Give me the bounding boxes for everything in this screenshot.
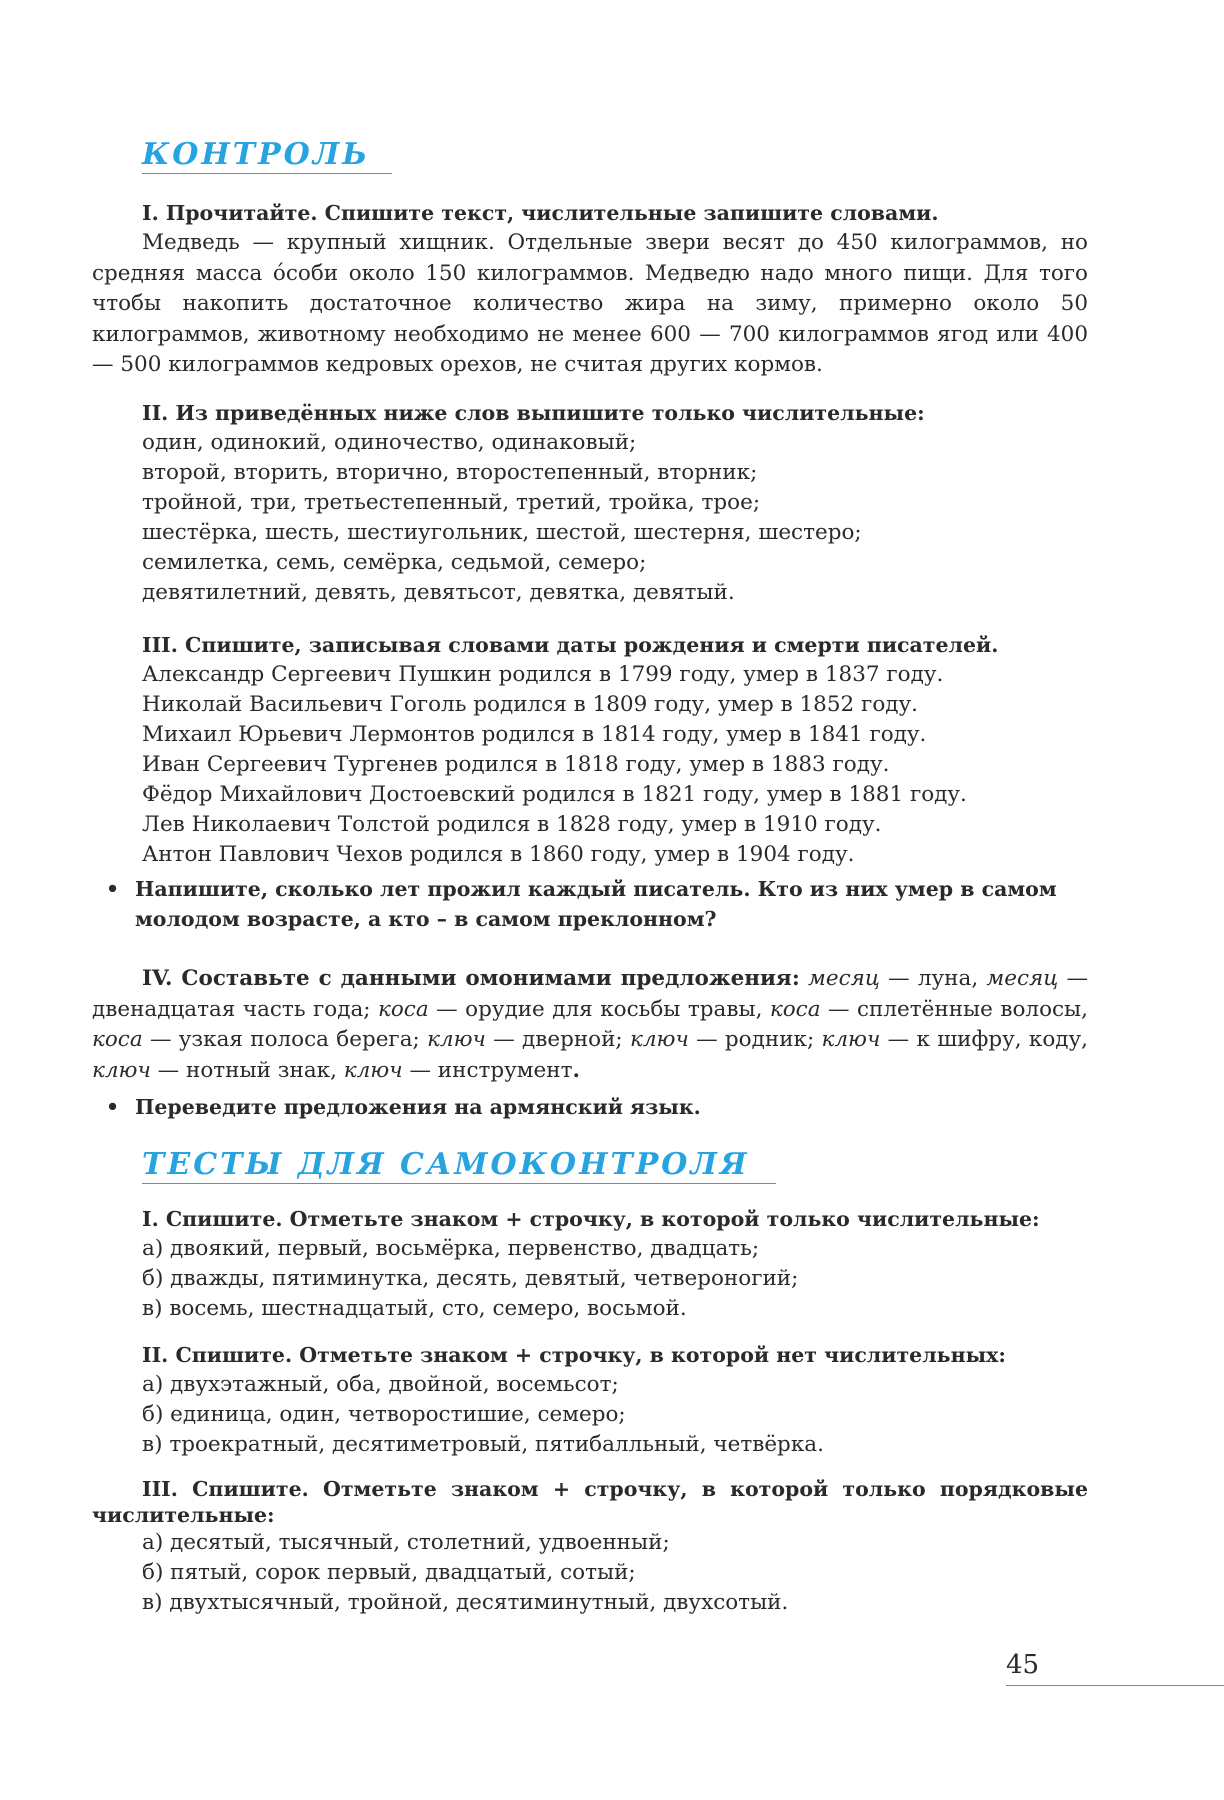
task-1-title: I. Прочитайте. Спишите текст, числительные запишите словами. xyxy=(142,201,939,225)
word-line: один, одинокий, одиночество, одинаковый; xyxy=(142,430,637,455)
homonym-word: ключ xyxy=(821,1027,881,1052)
task-4-bullet xyxy=(92,1092,1088,1122)
writer-line: Лев Николаевич Толстой родился в 1828 году, умер в 1910 году. xyxy=(142,812,882,837)
homonym-word: ключ xyxy=(92,1057,151,1083)
homonym-word: ключ xyxy=(629,1027,689,1052)
test-option: а) десятый, тысячный, столетний, удвоенный; xyxy=(142,1530,670,1555)
task-3 xyxy=(92,630,1088,934)
word-line: семилетка, семь, семёрка, седьмой, семеро; xyxy=(142,550,647,575)
task-2 xyxy=(92,398,1088,608)
test-option: в) троекратный, десятиметровый, пятибалльный, четвёрка. xyxy=(142,1432,824,1457)
task-3-bullet-text: Напишите, сколько лет прожил каждый писатель. Кто из них умер в самом молодом возрасте, а кто – в самом преклонном? xyxy=(135,877,1057,931)
homonym-meaning: — луна, xyxy=(879,966,987,991)
bullet-icon: • xyxy=(106,877,120,901)
task-4-text xyxy=(92,964,1088,1086)
test-2-title: II. Спишите. Отметьте знаком + строчку, в которой нет числительных: xyxy=(142,1343,1006,1367)
writer-line: Фёдор Михайлович Достоевский родился в 1821 году, умер в 1881 году. xyxy=(142,782,967,807)
task-3-bullet xyxy=(92,874,1088,934)
task-4-title: IV. Составьте с данными омонимами предложения: xyxy=(142,966,800,991)
page-number: 45 xyxy=(1006,1650,1040,1680)
homonym-word: месяц xyxy=(808,966,880,991)
homonym-meaning: — нотный знак, xyxy=(150,1057,344,1083)
word-line: девятилетний, девять, девятьсот, девятка, девятый. xyxy=(142,580,735,605)
homonym-meaning: — узкая полоса берега; xyxy=(142,1027,428,1052)
homonym-meaning: — дверной; xyxy=(485,1027,630,1052)
homonym-word: месяц xyxy=(986,966,1059,991)
task-2-title: II. Из приведённых ниже слов выпишите только числительные: xyxy=(142,401,925,425)
homonym-meaning: — двенадцатая часть года; xyxy=(92,966,1089,1022)
homonym-word: коса xyxy=(92,1027,143,1052)
word-line: тройной, три, третьестепенный, третий, тройка, трое; xyxy=(142,490,761,515)
writer-line: Антон Павлович Чехов родился в 1860 году, умер в 1904 году. xyxy=(142,842,855,867)
test-option: б) дважды, пятиминутка, десять, девятый, четвероногий; xyxy=(142,1266,799,1291)
test-option: б) единица, один, четвоpостишие, семеро; xyxy=(142,1402,626,1427)
test-1-title: I. Спишите. Отметьте знаком + строчку, в которой только числительные: xyxy=(142,1207,1040,1231)
homonym-meaning: — орудие для косьбы травы, xyxy=(428,996,770,1022)
test-option: а) двухэтажный, оба, двойной, восемьсот; xyxy=(142,1372,619,1397)
writer-line: Иван Сергеевич Тургенев родился в 1818 году, умер в 1883 году. xyxy=(142,752,890,777)
task-4-bullet-text: Переведите предложения на армянский язык. xyxy=(135,1095,701,1119)
homonym-word: коса xyxy=(769,996,821,1022)
homonym-word: ключ xyxy=(427,1027,486,1052)
word-line: шестёрка, шесть, шестиугольник, шестой, шестерня, шестеро; xyxy=(142,520,862,545)
homonym-meaning: — сплетённые волосы, xyxy=(820,996,1088,1022)
task-4 xyxy=(92,964,1088,1122)
homonym-word: ключ xyxy=(343,1057,403,1083)
writer-line: Александр Сергеевич Пушкин родился в 1799 году, умер в 1837 году. xyxy=(142,662,944,687)
test-2 xyxy=(92,1340,1088,1460)
test-option: в) восемь, шестнадцатый, сто, семеро, восьмой. xyxy=(142,1296,687,1321)
test-option: б) пятый, сорок первый, двадцатый, сотый; xyxy=(142,1560,636,1585)
homonym-meaning: — инструмент xyxy=(402,1057,573,1083)
test-option: в) двухтысячный, тройной, десятиминутный, двухсотый. xyxy=(142,1590,789,1615)
writer-line: Николай Васильевич Гоголь родился в 1809 году, умер в 1852 году. xyxy=(142,692,918,717)
word-line: второй, вторить, вторично, второстепенный, вторник; xyxy=(142,460,758,485)
task-1-text: Медведь — крупный хищник. Отдельные звери весят до 450 килограммов, но средняя масса о́соби около 150 килограммов. Медведю надо много пищи. Для того чтобы накопить достаточное количество жира на зиму, примерно около 50 килограммов, животному необходимо не менее 600 — 700 килограммов ягод или 400 — 500 килограммов кедровых орехов, не считая других кормов. xyxy=(92,230,1088,377)
test-3-title: III. Спишите. Отметьте знаком + строчку, в которой только порядковые числительные: xyxy=(92,1477,1088,1527)
test-1 xyxy=(92,1204,1088,1324)
homonym-meaning: — к шифру, коду, xyxy=(880,1027,1088,1052)
test-3 xyxy=(92,1476,1088,1618)
test-option: а) двоякий, первый, восьмёрка, первенство, двадцать; xyxy=(142,1236,760,1261)
page-number-rule xyxy=(1006,1685,1224,1686)
writer-line: Михаил Юрьевич Лермонтов родился в 1814 году, умер в 1841 году. xyxy=(142,722,927,747)
task-4-end: . xyxy=(572,1057,580,1083)
bullet-icon: • xyxy=(106,1095,120,1119)
section-heading-tests: ТЕСТЫ ДЛЯ САМОКОНТРОЛЯ xyxy=(142,1148,776,1184)
task-3-title: III. Спишите, записывая словами даты рождения и смерти писателей. xyxy=(142,633,999,657)
homonym-meaning: — родник; xyxy=(688,1027,822,1052)
task-1 xyxy=(92,198,1088,381)
section-heading-control: КОНТРОЛЬ xyxy=(142,138,392,174)
homonym-word: коса xyxy=(378,996,429,1022)
